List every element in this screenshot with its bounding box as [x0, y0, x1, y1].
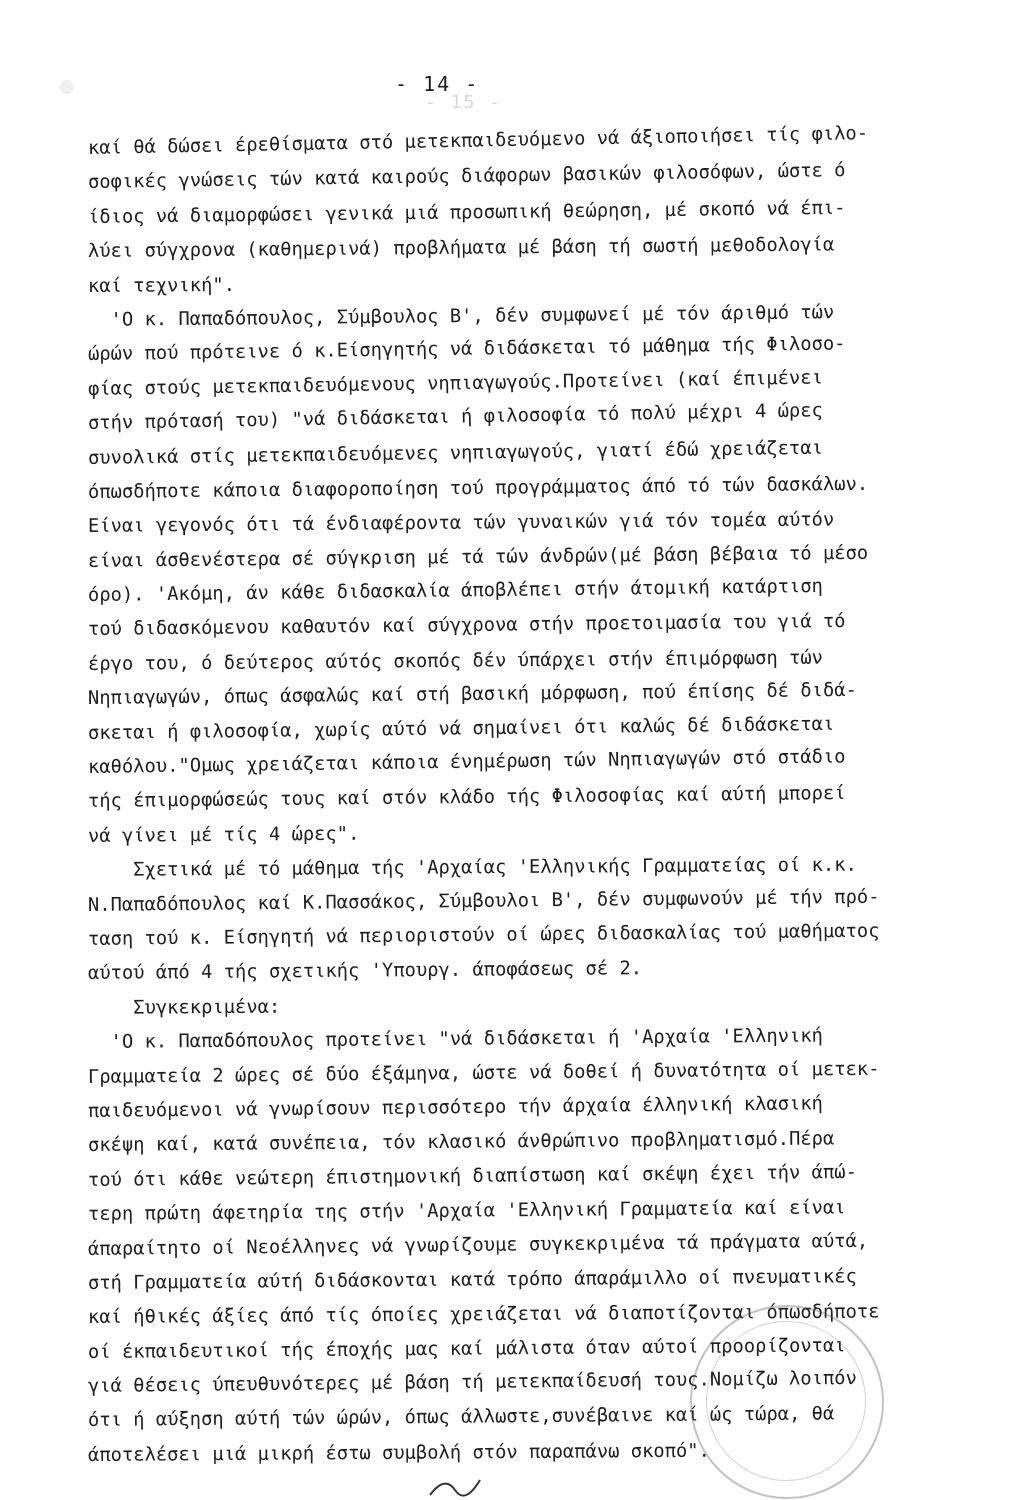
text-line: καθόλου."Ομως χρειάζεται κάποια ένημέρωση τών Νηπιαγωγών στό στάδιο — [87, 746, 846, 779]
text-line: αύτού άπό 4 τής σχετικής 'Υπουργ. άποφάσεως σέ 2. — [87, 958, 643, 985]
text-line: στή Γραμματεία αύτή διδάσκονται κατά τρόπο άπαράμιλλο οί πνευματικές — [87, 1266, 857, 1294]
text-line: σκεται ή φιλοσοφία, χωρίς αύτό νά σημαίνει ότι καλώς δέ διδάσκεται — [87, 713, 835, 744]
text-line: Συγκεκριμένα: — [87, 996, 281, 1019]
text-line: τού ότι κάθε νεώτερη έπιστημονική διαπίστωση καί σκέψη έχει τήν άπώ- — [87, 1161, 857, 1191]
text-line: τού διδασκόμενου καθαυτόν καί σύγχρονα στήν προετοιμασία του γιά τό — [87, 611, 846, 641]
text-line: σοφικές γνώσεις τών κατά καιρούς διάφορων βασικών φιλοσόφων, ώστε ό — [87, 160, 846, 194]
text-line: καί ήθικές άξίες άπό τίς όποίες χρειάζεται νά διαποτίζονται όπωσδήποτε — [87, 1301, 880, 1329]
signature-mark — [420, 1470, 500, 1500]
text-line: άποτελέσει μιά μικρή έστω συμβολή στόν παραπάνω σκοπό". — [87, 1440, 710, 1466]
text-line: τής έπιμορφώσεώς τους καί στόν κλάδο τής Φιλοσοφίας καί αύτή μπορεί — [87, 783, 846, 813]
text-line: Σχετικά μέ τό μάθημα τής 'Αρχαίας 'Ελληνικής Γραμματείας οί κ.κ. — [87, 854, 857, 882]
official-stamp-inner-ring — [706, 1321, 866, 1481]
text-line: παιδευόμενοι νά γνωρίσουν περισσότερο τήν άρχαία έλληνική κλασική — [87, 1093, 824, 1122]
text-line: όπωσδήποτε κάποια διαφοροποίηση τού προγράμματος άπό τό τών δασκάλων. — [87, 473, 869, 503]
scan-speck — [60, 80, 74, 94]
text-line: λύει σύγχρονα (καθημερινά) προβλήματα μέ βάση τή σωστή μεθοδολογία — [87, 234, 835, 263]
body-text — [87, 123, 993, 1473]
text-line: συνολικά στίς μετεκπαιδευόμενες νηπιαγωγούς, γιατί έδώ χρειάζεται — [87, 437, 824, 469]
text-line: Γραμματεία 2 ώρες σέ δύο έξάμηνα, ώστε νά δοθεί ή δυνατότητα οί μετεκ- — [87, 1058, 880, 1088]
text-line: όρο). 'Ακόμη, άν κάθε διδασκαλία άποβλέπει στήν άτομική κατάρτιση — [87, 576, 824, 607]
text-line: στήν πρότασή του) "νά διδάσκεται ή φιλοσοφία τό πολύ μέχρι 4 ώρες — [87, 400, 824, 435]
official-stamp — [690, 1305, 884, 1499]
text-line: ότι ή αύξηση αύτή τών ώρών, όπως άλλωστε,συνέβαινε καί ώς τώρα, θά — [87, 1403, 835, 1432]
text-line: άπαραίτητο οί Νεοέλληνες νά γνωρίζουμε συγκεκριμένα τά πράγματα αύτά, — [87, 1230, 869, 1260]
text-line: Νηπιαγωγών, όπως άσφαλώς καί στή βασική μόρφωση, πού έπίσης δέ διδά- — [87, 680, 857, 710]
text-line: σκέψη καί, κατά συνέπεια, τόν κλασικό άνθρώπινο προβληματισμό.Πέρα — [87, 1128, 835, 1157]
text-line: καί τεχνική". — [87, 274, 236, 297]
text-line: γιά θέσεις ύπευθυνότερες μέ βάση τή μετεκπαίδευσή τους.Νομίζω λοιπόν — [87, 1368, 857, 1398]
text-line: 'Ο κ. Παπαδόπουλος προτείνει "νά διδάσκεται ή 'Αρχαία 'Ελληνική — [87, 1025, 824, 1054]
text-line: Είναι γεγονός ότι τά ένδιαφέροντα τών γυναικών γιά τόν τομέα αύτόν — [87, 509, 835, 538]
page-number: - 14 - — [395, 72, 480, 96]
text-line: οί έκπαιδευτικοί τής έποχής μας καί μάλιστα όταν αύτοί προορίζονται — [87, 1335, 846, 1363]
text-line: ίδιος νά διαμορφώσει γενικά μιά προσωπική θεώρηση, μέ σκοπό νά έπι- — [87, 197, 846, 228]
text-line: έργο του, ό δεύτερος αύτός σκοπός δέν ύπάρχει στήν έπιμόρφωση τών — [87, 647, 824, 675]
text-line: νά γίνει μέ τίς 4 ώρες". — [87, 823, 360, 847]
text-line: τερη πρώτη άφετηρία της στήν 'Αρχαία 'Ελληνική Γραμματεία καί είναι — [87, 1197, 846, 1226]
text-line: ταση τού κ. Είσηγητή νά περιοριστούν οί ώρες διδασκαλίας τού μαθήματος — [87, 920, 880, 950]
text-line: φίας στούς μετεκπαιδευόμενους νηπιαγωγούς.Προτείνει (καί έπιμένει — [87, 367, 824, 400]
text-line: καί θά δώσει έρεθίσματα στό μετεκπαιδευόμενο νά άξιοποιήσει τίς φιλο- — [87, 123, 869, 159]
bleed-through-page-number: - 15 - — [425, 92, 503, 113]
text-line: ώρών πού πρότεινε ό κ.Είσηγητής νά διδάσκεται τό μάθημα τής Φιλοσο- — [87, 333, 846, 366]
text-line: είναι άσθενέστερα σέ σύγκριση μέ τά τών άνδρών(μέ βάση βέβαια τό μέσο — [87, 542, 869, 572]
text-line: Ν.Παπαδόπουλος καί Κ.Πασσάκος, Σύμβουλοι Β', δέν συμφωνούν μέ τήν πρό- — [87, 886, 880, 916]
text-line: 'Ο κ. Παπαδόπουλος, Σύμβουλος Β', δέν συμφωνεί μέ τόν άριθμό τών — [87, 302, 835, 331]
